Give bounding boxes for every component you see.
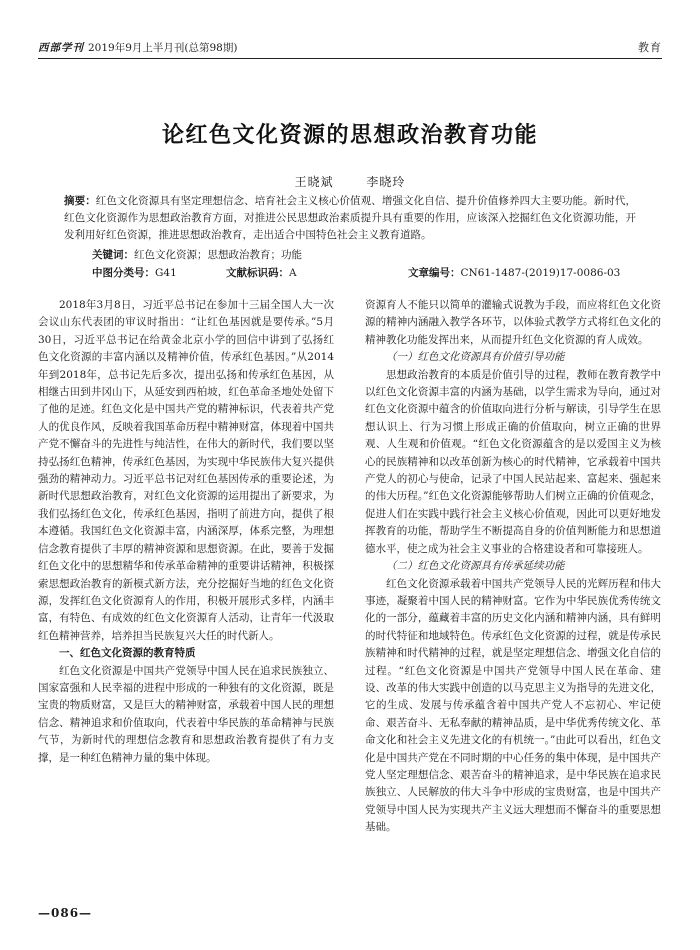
body-paragraph: 红色文化资源是中国共产党领导中国人民在追求民族独立、国家富强和人民幸福的进程中形成的一种独有的文化资源，既是宝贵的物质财富，又是巨大的精神财富，承载着中国人民的理想信念、精神追求和价值取向，代表着中华民族的革命精神与民族气节，为新时代的理想信念教育和思想政治教育提供了有力支撑，是一种红色精神力量的集中体现。 xyxy=(38,664,334,764)
journal-brand: 西部学刊 xyxy=(38,42,84,54)
clc-label: 中图分类号： xyxy=(92,267,155,279)
keywords xyxy=(92,247,302,262)
body-paragraph: 思想政治教育的本质是价值引导的过程，教师在教育教学中以红色文化资源丰富的内涵为基础，以学生需求为导向，通过对红色文化资源中蕴含的价值取向进行分析与解读，引导学生在思想认识上、行为习惯上形成正确的价值取向，树立正确的世界观、人生观和价值观。“红色文化资源蕴含的是以爱国主义为核心的民族精神和以改革创新为核心的时代精神，它承载着中国共产党人的初心与使命，记录了中国人民站起来、富起来、强起来的伟大历程。”红色文化资源能够帮助人们树立正确的价值观念，促进人们在实践中践行社会主义核心价值观，因此可以更好地发挥教育的功能，帮助学生不断提高自身的价值判断能力和思想道德水平，使之成为社会主义事业的合格建设者和可靠接班人。 xyxy=(365,368,661,555)
body-paragraph: 红色文化资源承载着中国共产党领导人民的光辉历程和伟大事迹，凝聚着中国人民的精神财富。它作为中华民族优秀传统文化的一部分，蕴藏着丰富的历史文化内涵和精神内涵，具有鲜明的时代特征和地域特色。传承红色文化资源的过程，就是传承民族精神和时代精神的过程，就是坚定理想信念、增强文化自信的过程。“红色文化资源是中国共产党领导中国人民在革命、建设、改革的伟大实践中创造的以马克思主义为指导的先进文化，它的生成、发展与传承蕴含着中国共产党人不忘初心、牢记使命、艰苦奋斗、无私奉献的精神品质，是中华优秀传统文化、革命文化和社会主义先进文化的有机统一。”由此可以看出，红色文化是中国共产党在不同时期的中心任务的集中体现，是中国共产党人坚定理想信念、艰苦奋斗的精神追求，是中华民族在追求民族独立、人民解放的伟大斗争中形成的宝贵财富，也是中国共产党领导中国人民为实现共产主义远大理想而不懈奋斗的重要思想基础。 xyxy=(365,577,661,834)
running-header-left xyxy=(38,40,237,55)
subsection-heading: （二）红色文化资源具有传承延续功能 xyxy=(386,560,565,573)
body-column-left xyxy=(38,297,334,767)
page-number: —086— xyxy=(38,906,93,920)
section-name: 教育 xyxy=(638,41,662,54)
issue-info: 2019年9月上半月刊(总第98期) xyxy=(88,42,238,54)
section-heading: 一、红色文化资源的教育特质 xyxy=(59,647,196,660)
document-code xyxy=(226,265,297,280)
abstract-label: 摘要： xyxy=(64,195,96,207)
body-paragraph: 资源育人不能只以简单的灌输式说教为手段，而应将红色文化资源的精神内涵融入教学各环节，以体验式教学方式将红色文化的精神教化功能发挥出来，从而提升红色文化资源的育人成效。 xyxy=(365,299,661,346)
keywords-text: 红色文化资源；思想政治教育；功能 xyxy=(134,249,302,261)
doc-code-value: A xyxy=(289,267,297,279)
body-paragraph: 2018年3月8日，习近平总书记在参加十三届全国人大一次会议山东代表团的审议时指出：“让红色基因就是要传承。”5月30日，习近平总书记在给黄金北京小学的回信中讲到了弘扬红色文化资源的丰富内涵以及精神价值，传承红色基因。”从2014年到2018年，总书记先后多次，提出弘扬和传承红色基因，从相继古田到井冈山下，从延安到西柏坡，红色革命圣地处处留下了他的足迹。红色文化是中国共产党的精神标识，代表着共产党人的优良作风，反映着我国革命历程中精神财富，体现着中国共产党不懈奋斗的先进性与纯洁性，在伟大的新时代，我们要以坚持弘扬红色精神，传承红色基因，为实现中华民族伟大复兴提供强劲的精神动力。习近平总书记对红色基因传承的重要论述，为新时代思想政治教育，对红色文化资源的运用提出了新要求，为我们弘扬红色文化，传承红色基因，指明了前进方向，提供了根本遵循。我国红色文化资源丰富，内涵深厚，体系完整，为理想信念教育提供了丰厚的精神资源和思想资源。在此，要善于发掘红色文化中的思想精华和传承革命精神的重要讲话精神，积极探索思想政治教育的新模式新方法，充分挖掘好当地的红色文化资源，发挥红色文化资源育人的作用，积极开展形式多样，内涵丰富，有特色、有成效的红色文化资源育人活动，让青年一代汲取红色精神营养，培养担当民族复兴大任的时代新人。 xyxy=(38,299,334,642)
article-no-label: 文章编号： xyxy=(408,267,461,279)
article-number xyxy=(408,265,620,280)
author-name: 李晓玲 xyxy=(366,175,406,189)
running-header xyxy=(38,38,662,59)
body-column-right xyxy=(365,297,661,837)
author-line xyxy=(0,173,700,190)
clc-number xyxy=(92,265,177,280)
article-no-value: CN61-1487-(2019)17-0086-03 xyxy=(460,267,621,279)
author-name: 王晓斌 xyxy=(294,175,334,189)
abstract-text: 红色文化资源具有坚定理想信念、培育社会主义核心价值观、增强文化自信、提升价值修养四大主要功能。新时代，红色文化资源作为思想政治教育方面，对推进公民思想政治素质提升具有重要的作用，应该深入挖掘红色文化资源功能，开发利用好红色资源，推进思想政治教育，走出适合中国特色社会主义教育道路。 xyxy=(64,195,637,241)
article-title: 论红色文化资源的思想政治教育功能 xyxy=(161,122,538,148)
abstract xyxy=(64,193,636,244)
subsection-heading: （一）红色文化资源具有价值引导功能 xyxy=(386,351,565,364)
keywords-label: 关键词： xyxy=(92,249,134,261)
clc-value: G41 xyxy=(155,267,177,279)
doc-code-label: 文献标识码： xyxy=(226,267,289,279)
